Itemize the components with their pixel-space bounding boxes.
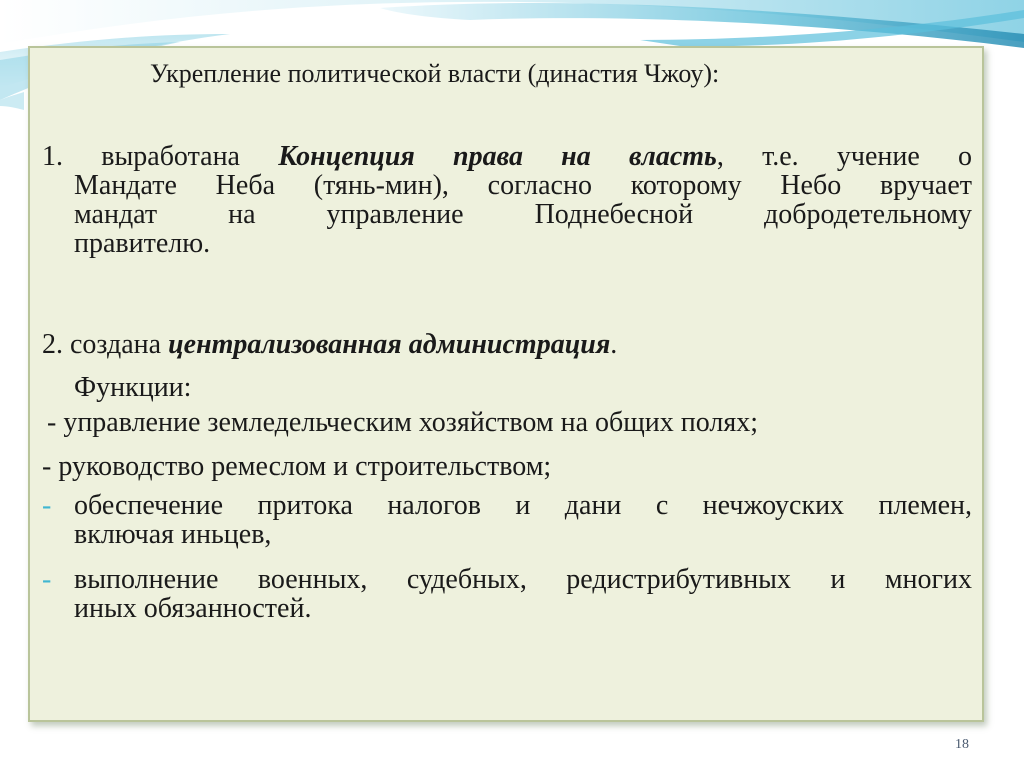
content-box [28, 46, 984, 722]
item-2-centralized-administration [42, 330, 972, 359]
functions-label: Функции: [74, 372, 192, 403]
bullet-line-1: выполнение военных, судебных, редистрибутивных и многих [74, 564, 972, 595]
item-2-prefix: 2. создана [42, 329, 169, 360]
bullet-item-duties [42, 565, 972, 623]
item-1-line-2: Мандате Неба (тянь-мин), согласно которому Небо вручает [74, 170, 972, 201]
item-1-prefix: 1. выработана [42, 141, 279, 172]
item-1-concept-of-right-to-power [42, 142, 972, 258]
bullet-text [42, 565, 972, 623]
slide-title: Укрепление политической власти (династия Чжоу): [150, 59, 720, 88]
bullet-dash: - [42, 490, 52, 521]
item-1-line-3: мандат на управление Поднебесной добродетельному [74, 199, 972, 230]
item-2-suffix: . [610, 329, 618, 360]
page-number: 18 [955, 737, 969, 752]
bullet-item-taxes [42, 491, 972, 549]
bullet-text [42, 491, 972, 549]
item-2-emphasis: централизованная администрация [168, 329, 611, 360]
item-1-emphasis: Концепция права на власть [278, 141, 717, 172]
bullet-line-2: иных обязанностей. [74, 593, 312, 624]
bullet-line-2: включая иньцев, [74, 519, 272, 550]
item-1-suffix: , т.е. учение о [716, 141, 972, 172]
item-1-first-line [42, 142, 972, 171]
bullet-line-1: обеспечение притока налогов и дани с нечжоуских племен, [74, 490, 972, 521]
item-1-line-4: правителю. [74, 228, 211, 259]
function-line-agriculture: - управление земледельческим хозяйством на общих полях; [47, 407, 759, 438]
function-line-crafts: - руководство ремеслом и строительством; [42, 451, 552, 482]
bullet-dash: - [42, 564, 52, 595]
